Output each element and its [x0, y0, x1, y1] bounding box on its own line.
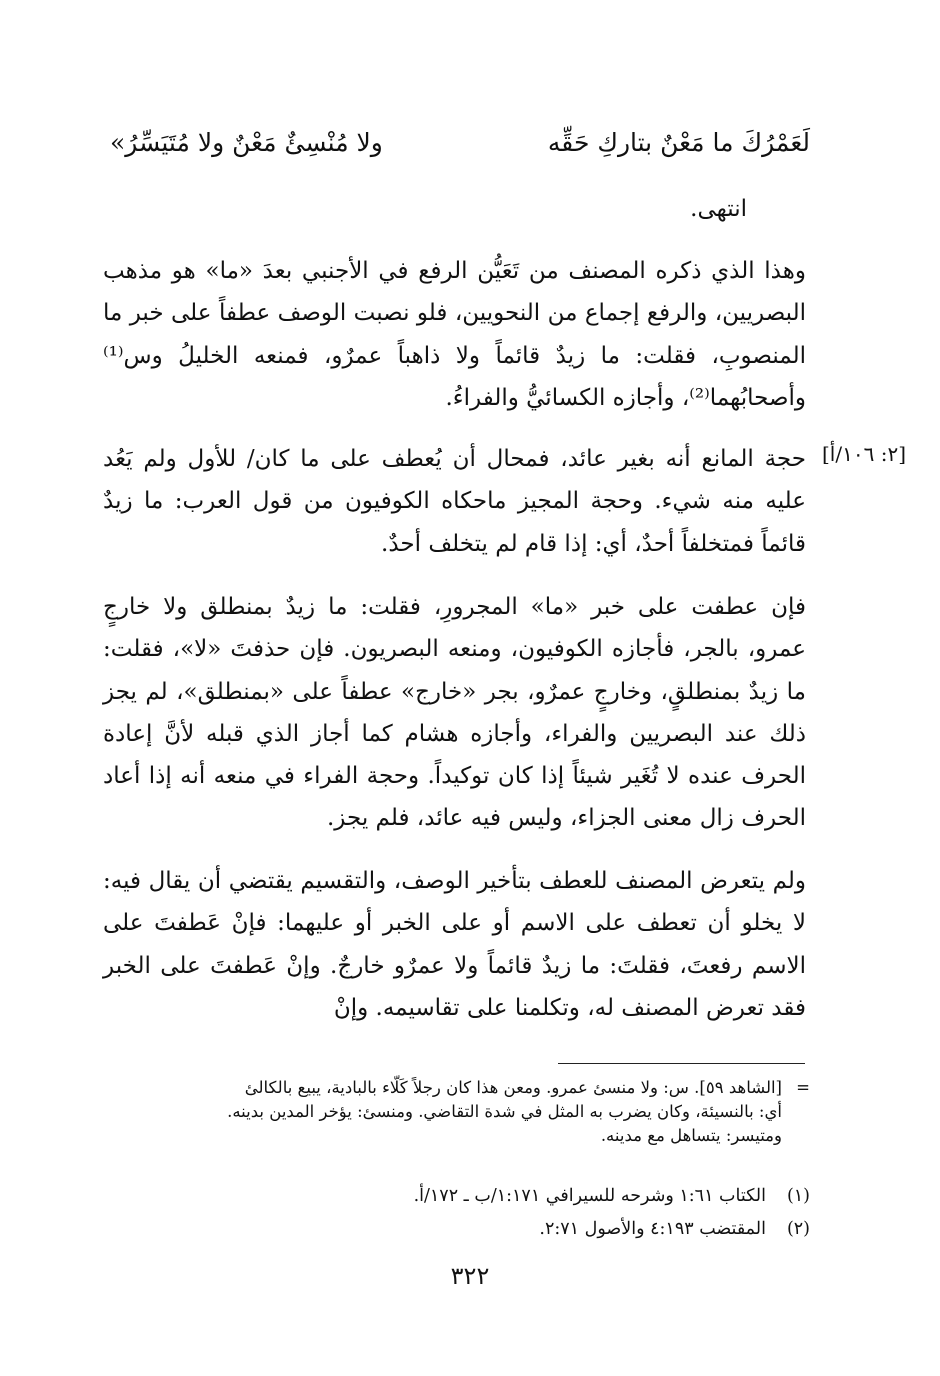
footnote-number: (٢): [786, 1219, 810, 1239]
manuscript-folio-marker: [٢: ١٠٦/أ]: [822, 442, 907, 466]
body-paragraph-4: ولم يتعرض المصنف للعطف بتأخير الوصف، والتقسيم يقتضي أن يقال فيه: لا يخلو أن تعطف على الاسم أو على الخبر أو عليهما: فإنْ عَطفتَ على الاسم رفعتَ، فقلتَ: ما زيدٌ قائماً ولا عمرٌو خارجٌ. وإنْ عَطفتَ على الخبر فقد تعرض المصنف له، وتكلمنا على تقاسيمه. وإنْ: [103, 868, 806, 1021]
footnote-list: [98, 1180, 810, 1246]
footnote-1: [98, 1180, 810, 1213]
body-paragraph-2: حجة المانع أنه بغير عائد، فمحال أن يُعطف على ما كان/ للأول ولم يَعُد عليه منه شيء. وحجة المجيز ماحكاه الكوفيون من قول العرب: ما زيدٌ قائماً فمتخلفاً أحدٌ، أي: إذا قام لم يتخلف أحدٌ.: [103, 446, 806, 557]
quote-end-marker: انتهى.: [690, 196, 747, 222]
footnote-text: [الشاهد ٥٩]. س: ولا منسئ عمرو. ومعن هذا كان رجلاً كَلّاء بالبادية، يبيع بالكالئ: [244, 1078, 782, 1097]
footnote-text: ومتيسر: يتساهل مع مدينه.: [600, 1126, 782, 1145]
body-paragraph-1: وهذا الذي ذكره المصنف من تَعَيُّن الرفع في الأجنبي بعدَ «ما» هو مذهب البصريين، والرفع إجماع من النحويين، فلو نصبت الوصف عطفاً على خبر ما المنصوبِ، فقلت: ما زيدٌ قائماً ولا ذاهباً عمرٌو، فمنعه الخليلُ وس⁽¹⁾ وأصحابُهما⁽²⁾، وأجازه الكسائيُّ والفراءُ.: [103, 258, 806, 411]
poetry-verse: [110, 128, 810, 172]
page-number: ٣٢٢: [450, 1262, 490, 1290]
footnote-text: المقتضب ٤:١٩٣ والأصول ٢:٧١.: [539, 1219, 766, 1239]
footnote-2: [98, 1213, 810, 1246]
footnote-text: أي: بالنسيئة، وكان يضرب به المثل في شدة التقاضي. ومنسئ: يؤخر المدين بدينه.: [227, 1102, 782, 1121]
footnote-line: [98, 1076, 810, 1100]
footnote-line: [98, 1100, 810, 1124]
footnote-text: الكتاب ١:٦١ وشرحه للسيرافي ١:١٧١/ب ـ ١٧٢/أ.: [413, 1186, 766, 1206]
verse-second-hemistich: ولا مُنْسِئٌ مَعْنٌ ولا مُتَيَسِّرُ»: [110, 128, 383, 157]
footnote-line: [98, 1124, 810, 1148]
body-paragraph-3: فإن عطفت على خبر «ما» المجرورِ، فقلت: ما زيدٌ بمنطلق ولا خارجٍ عمرو، بالجر، فأجازه الكوفيون، ومنعه البصريون. فإن حذفتَ «لا»، فقلت: ما زيدٌ بمنطلقٍ، وخارجٍ عمرٌو، بجر «خارج» عطفاً على «بمنطلق»، لم يجز ذلك عند البصريين والفراء، وأجازه هشام كما أجاز الذي قبله لأنَّ إعادة الحرف عنده لا تُغَير شيئاً إذا كان توكيداً. وحجة الفراء في منعه أنه إذا أعاد الحرف زال معنى الجزاء، وليس فيه عائد، فلم يجز.: [103, 594, 806, 832]
footnote-separator: [558, 1063, 805, 1064]
footnote-number: (١): [786, 1186, 810, 1206]
footnote-continuation: [98, 1076, 810, 1148]
continuation-mark: =: [796, 1078, 810, 1097]
verse-first-hemistich: لَعَمْرُكَ ما مَعْنٌ بتاركِ حَقِّه: [547, 128, 810, 157]
